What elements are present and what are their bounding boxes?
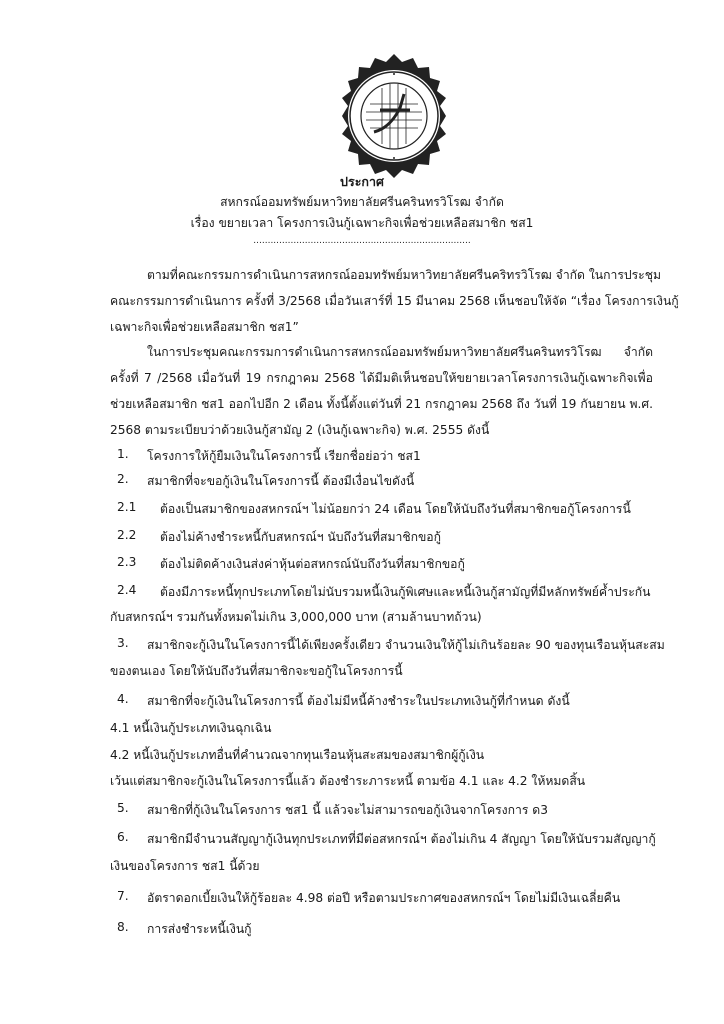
item-2-number: 2. xyxy=(117,472,129,486)
item-5-text: สมาชิกที่กู้เงินในโครงการ ชส1 นี้ แล้วจะไม่สามารถขอกู้เงินจากโครงการ ด3 xyxy=(147,803,548,817)
item-2-3-number: 2.3 xyxy=(117,555,137,569)
item-2-2-number: 2.2 xyxy=(117,528,137,542)
item-8-text: การส่งชำระหนี้เงินกู้ xyxy=(147,922,252,936)
item-4-1-text: 4.1 หนี้เงินกู้ประเภทเงินฉุกเฉิน xyxy=(110,721,272,735)
intro-p2-line-1: ในการประชุมคณะกรรมการดำเนินการสหกรณ์ออมทรัพย์มหาวิทยาลัยศรีนครินทรวิโรฒ จำกัด xyxy=(147,345,653,359)
item-7-number: 7. xyxy=(117,889,129,903)
item-2-2-text: ต้องไม่ค้างชำระหนี้กับสหกรณ์ฯ นับถึงวันที่สมาชิกขอกู้ xyxy=(160,530,442,544)
item-3-number: 3. xyxy=(117,636,129,650)
item-2-4-continuation: กับสหกรณ์ฯ รวมกันทั้งหมดไม่เกิน 3,000,000 บาท (สามล้านบาทถ้วน) xyxy=(110,610,482,624)
announcement-title: ประกาศ xyxy=(340,174,384,189)
intro-p1-line-1: ตามที่คณะกรรมการดำเนินการสหกรณ์ออมทรัพย์มหาวิทยาลัยศรีนคริทรวิโรฒ จำกัด ในการประชุม xyxy=(147,268,662,282)
item-2-4-text: ต้องมีภาระหนี้ทุกประเภทโดยไม่นับรวมหนี้เงินกู้พิเศษและหนี้เงินกู้สามัญที่มีหลักทรัพย์ค้ำประกัน xyxy=(160,585,651,599)
intro-p1-line-2: คณะกรรมการดำเนินการ ครั้งที่ 3/2568 เมื่อวันเสาร์ที่ 15 มีนาคม 2568 เห็นชอบให้จัด “เรื่อง โครงการเงินกู้ xyxy=(110,294,679,308)
intro-p2-line-2: ครั้งที่ 7 /2568 เมื่อวันที่ 19 กรกฎาคม 2568 ได้มีมติเห็นชอบให้ขยายเวลาโครงการเงินกู้เฉพาะกิจเพื่อ xyxy=(110,371,653,385)
item-4-note: เว้นแต่สมาชิกจะกู้เงินในโครงการนี้แล้ว ต้องชำระภาระหนี้ ตามข้อ 4.1 และ 4.2 ให้หมดสิ้น xyxy=(110,774,586,788)
item-2-1-text: ต้องเป็นสมาชิกของสหกรณ์ฯ ไม่น้อยกว่า 24 เดือน โดยให้นับถึงวันที่สมาชิกขอกู้โครงการนี้ xyxy=(160,502,631,516)
item-6-text: สมาชิกมีจำนวนสัญญากู้เงินทุกประเภทที่มีต่อสหกรณ์ฯ ต้องไม่เกิน 4 สัญญา โดยให้นับรวมสัญญากู้ xyxy=(147,832,656,846)
announcement-subject: เรื่อง ขยายเวลา โครงการเงินกู้เฉพาะกิจเพื่อช่วยเหลือสมาชิก ชส1 xyxy=(190,216,534,230)
item-1-text: โครงการให้กู้ยืมเงินในโครงการนี้ เรียกชื่อย่อว่า ชส1 xyxy=(147,449,421,463)
intro-p2-line-4: 2568 ตามระเบียบว่าด้วยเงินกู้สามัญ 2 (เงินกู้เฉพาะกิจ) พ.ศ. 2555 ดังนี้ xyxy=(110,423,490,437)
item-3-text: สมาชิกจะกู้เงินในโครงการนี้ได้เพียงครั้งเดียว จำนวนเงินให้กู้ไม่เกินร้อยละ 90 ของทุนเรือนหุ้นสะสม xyxy=(147,638,665,652)
item-5-number: 5. xyxy=(117,801,129,815)
item-1-number: 1. xyxy=(117,447,129,461)
item-2-4-number: 2.4 xyxy=(117,583,137,597)
intro-p2-line-3: ช่วยเหลือสมาชิก ชส1 ออกไปอีก 2 เดือน ทั้งนี้ตั้งแต่วันที่ 21 กรกฎาคม 2568 ถึง วันที่ 19 กันยายน พ.ศ. xyxy=(110,397,653,411)
organization-name: สหกรณ์ออมทรัพย์มหาวิทยาลัยศรีนครินทรวิโรฒ จำกัด xyxy=(220,195,504,209)
item-4-text: สมาชิกที่จะกู้เงินในโครงการนี้ ต้องไม่มีหนี้ค้างชำระในประเภทเงินกู้ที่กำหนด ดังนี้ xyxy=(147,694,570,708)
item-7-text: อัตราดอกเบี้ยเงินให้กู้ร้อยละ 4.98 ต่อปี หรือตามประกาศของสหกรณ์ฯ โดยไม่มีเงินเฉลี่ยคืน xyxy=(147,891,621,905)
item-6-continuation: เงินของโครงการ ชส1 นี้ด้วย xyxy=(110,859,260,873)
separator-dots: ............................................................................ xyxy=(253,236,471,246)
item-8-number: 8. xyxy=(117,920,129,934)
cooperative-seal-logo xyxy=(330,52,458,180)
item-2-1-number: 2.1 xyxy=(117,500,137,514)
item-2-3-text: ต้องไม่ติดค้างเงินส่งค่าหุ้นต่อสหกรณ์นับถึงวันที่สมาชิกขอกู้ xyxy=(160,557,465,571)
intro-p1-line-3: เฉพาะกิจเพื่อช่วยเหลือสมาชิก ชส1” xyxy=(110,320,299,334)
item-4-number: 4. xyxy=(117,692,129,706)
item-6-number: 6. xyxy=(117,830,129,844)
item-2-text: สมาชิกที่จะขอกู้เงินในโครงการนี้ ต้องมีเงื่อนไขดังนี้ xyxy=(147,474,415,488)
item-3-continuation: ของตนเอง โดยให้นับถึงวันที่สมาชิกจะขอกู้ในโครงการนี้ xyxy=(110,664,403,678)
item-4-2-text: 4.2 หนี้เงินกู้ประเภทอื่นที่คำนวณจากทุนเรือนหุ้นสะสมของสมาชิกผู้กู้เงิน xyxy=(110,748,485,762)
